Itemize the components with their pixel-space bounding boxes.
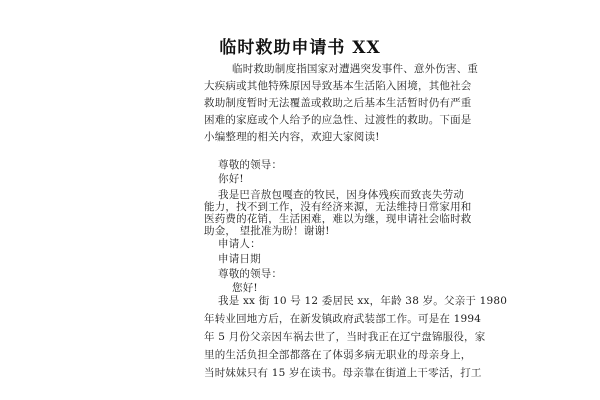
letter2-body-line: 年转业回地方后，在新发镇政府武装部工作。可是在 1994	[204, 313, 482, 325]
letter1-body-line: 助金， 望批准为盼！谢谢!	[204, 225, 330, 237]
letter1-body-line: 医药费的花销，生活困难，难以为继，现申请社会临时救	[204, 213, 472, 225]
letter1-body-line: 能力，找不到工作，没有经济来源，无法维持日常家用和	[204, 201, 472, 213]
letter2-body-line: 年 5 月份父亲因车祸去世了，当时我正在辽宁盘锦服役，家	[204, 331, 486, 343]
intro-line: 小编整理的相关内容，欢迎大家阅读!	[204, 131, 380, 143]
letter1-body-line: 我是巴音敖包嘎查的牧民，因身体残疾而致丧失劳动	[218, 189, 465, 201]
letter1-date: 申请日期	[218, 253, 261, 265]
intro-line: 临时救助制度指国家对遭遇突发事件、意外伤害、重	[232, 63, 479, 75]
intro-line: 救助制度暂时无法覆盖或救助之后基本生活暂时仍有严重	[204, 97, 472, 109]
intro-line: 困难的家庭或个人给予的应急性、过渡性的救助。下面是	[204, 114, 472, 126]
intro-line: 大疾病或其他特殊原因导致基本生活陷入困境，其他社会	[204, 80, 472, 92]
letter1-greeting: 你好!	[218, 173, 244, 185]
letter2-greeting: 您好!	[232, 282, 258, 294]
letter2-body-line: 我是 xx 街 10 号 12 委居民 xx，年龄 38 岁。父亲于 1980	[218, 295, 508, 307]
letter2-body-line: 里的生活负担全部都落在了体弱多病无职业的母亲身上，	[204, 349, 472, 361]
letter1-applicant: 申请人：	[218, 238, 261, 250]
letter1-salutation: 尊敬的领导：	[218, 159, 283, 171]
letter2-salutation: 尊敬的领导：	[218, 268, 283, 280]
letter2-body-line: 当时妹妹只有 15 岁在读书。母亲靠在街道上干零活，打工	[204, 367, 482, 379]
document-title: 临时救助申请书 XX	[219, 38, 381, 58]
